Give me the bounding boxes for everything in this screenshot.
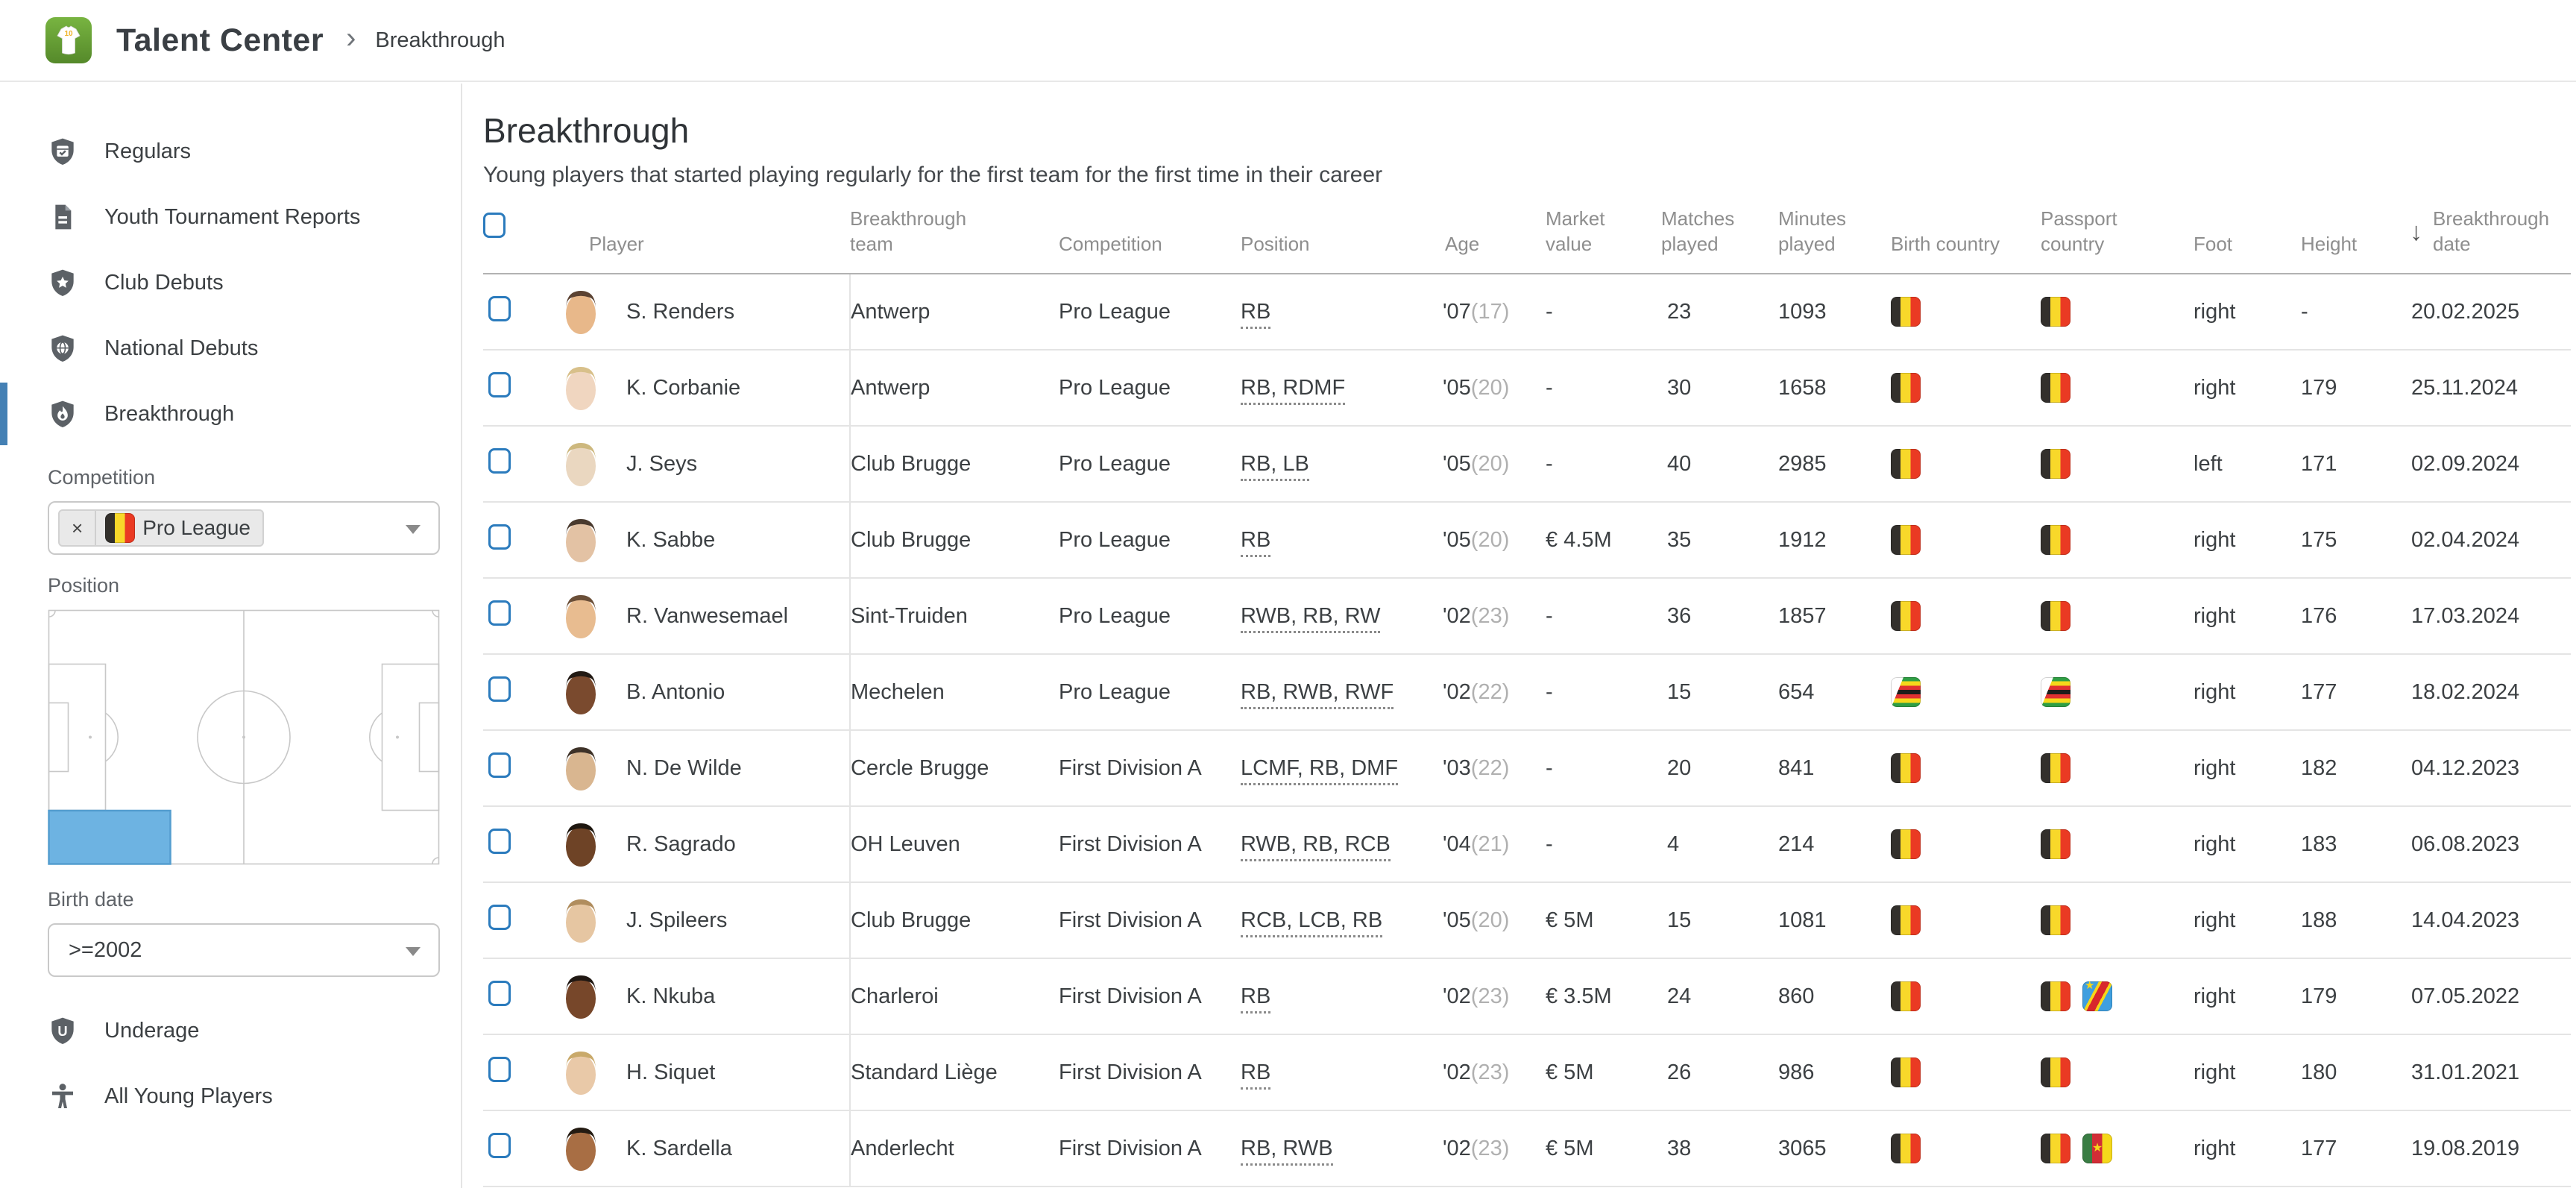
position-cell[interactable]: RB [1241,528,1270,557]
foot-cell: right [2177,958,2281,1034]
birth-country-cell [1871,958,2021,1034]
breakthrough-team-cell[interactable]: Charleroi [850,958,1044,1034]
breadcrumb-chevron-icon: › [346,21,356,54]
table-row [483,730,2571,806]
breakthrough-date-cell: 18.02.2024 [2393,654,2571,730]
player-avatar [559,894,602,946]
table-row [483,502,2571,578]
column-header-passport-country[interactable]: Passport country [2021,206,2177,274]
age-cell: '05(20) [1428,426,1532,502]
player-avatar [559,666,602,718]
document-icon [48,202,78,232]
page-title: Breakthrough [483,111,690,150]
breakthrough-date-cell: 25.11.2024 [2393,350,2571,426]
birth-country-cell [1871,1110,2021,1187]
sidebar-item-regulars[interactable] [0,119,461,184]
passport-country-cell [2021,958,2177,1034]
passport-country-cell [2021,274,2177,350]
market-value-cell: - [1532,426,1648,502]
flag-be-icon [1891,905,1921,935]
breakthrough-date-cell: 07.05.2022 [2393,958,2571,1034]
shield-u-icon [48,1016,78,1046]
competition-cell: First Division A [1044,958,1226,1034]
row-checkbox[interactable] [488,1133,511,1158]
selected-position-zone[interactable] [49,811,171,864]
table-row [483,1034,2571,1110]
row-checkbox[interactable] [488,981,511,1006]
remove-tag-icon[interactable]: × [60,511,96,545]
player-avatar [559,438,602,490]
row-checkbox[interactable] [488,524,511,550]
sidebar-item-label: All Young Players [104,1084,273,1108]
foot-cell: right [2177,1034,2281,1110]
flag-be-icon [1891,601,1921,631]
position-filter-label: Position [48,574,120,597]
competition-tag-label: Pro League [142,516,251,539]
birth-date-value: >=2002 [69,937,142,962]
passport-country-cell [2021,654,2177,730]
flag-be-icon [1891,449,1921,479]
person-icon [48,1081,78,1111]
competition-filter-label: Competition [48,466,156,488]
row-checkbox[interactable] [488,600,511,626]
competition-cell: Pro League [1044,274,1226,350]
market-value-cell: - [1532,350,1648,426]
birth-country-cell [1871,654,2021,730]
age-cell: '05(20) [1428,502,1532,578]
breakthrough-team-cell[interactable]: Antwerp [850,274,1044,350]
page-subtitle: Young players that started playing regularly for the first team for the first time in their career [483,163,1383,187]
flag-be-icon [1891,373,1921,403]
passport-country-cell [2021,730,2177,806]
column-header-position[interactable]: Position [1226,206,1428,274]
position-cell[interactable]: RB, RDMF [1241,376,1345,405]
height-cell: 175 [2281,502,2393,578]
height-cell: 179 [2281,350,2393,426]
player-name[interactable]: R. Sagrado [626,832,736,856]
height-cell: - [2281,274,2393,350]
matches-played-cell: 26 [1648,1034,1760,1110]
table-row [483,426,2571,502]
minutes-played-cell: 1857 [1760,578,1871,654]
breakthrough-date-cell: 06.08.2023 [2393,806,2571,882]
column-header-market-value[interactable]: Market value [1532,206,1648,274]
svg-text:U: U [57,1023,68,1039]
market-value-cell: € 3.5M [1532,958,1648,1034]
player-avatar [559,514,602,566]
flag-be-icon [2041,1057,2070,1087]
app-logo-jersey-icon [45,16,92,64]
birth-country-cell [1871,730,2021,806]
competition-cell: Pro League [1044,578,1226,654]
age-cell: '05(20) [1428,350,1532,426]
column-header-matches-played[interactable]: Matches played [1648,206,1760,274]
height-cell: 183 [2281,806,2393,882]
height-cell: 180 [2281,1034,2393,1110]
breakthrough-team-cell[interactable]: Sint-Truiden [850,578,1044,654]
row-checkbox[interactable] [488,372,511,397]
flag-zw-icon [1891,677,1921,707]
position-cell[interactable]: RWB, RB, RW [1241,604,1380,633]
breadcrumb[interactable]: Breakthrough [375,28,506,52]
flag-be-icon [2041,601,2070,631]
market-value-cell: € 4.5M [1532,502,1648,578]
sidebar-item-label: Regulars [104,139,192,163]
flag-be-icon [2041,373,2070,403]
market-value-cell: - [1532,274,1648,350]
foot-cell: right [2177,1110,2281,1187]
column-header-breakthrough-date[interactable]: ↓ Breakthrough date [2393,206,2571,274]
foot-cell: right [2177,730,2281,806]
table-row [483,958,2571,1034]
breakthrough-date-cell: 20.02.2025 [2393,274,2571,350]
matches-played-cell: 30 [1648,350,1760,426]
select-all-checkbox[interactable] [483,213,506,238]
flag-be-icon [2041,829,2070,859]
matches-played-cell: 24 [1648,958,1760,1034]
competition-select[interactable] [48,501,440,555]
foot-cell: right [2177,578,2281,654]
row-checkbox[interactable] [488,905,511,930]
flag-be-icon [2041,297,2070,327]
age-cell: '02(23) [1428,578,1532,654]
flag-be-icon [1891,753,1921,783]
player-name[interactable]: S. Renders [626,299,735,324]
flag-be-icon [2041,981,2070,1011]
breakthrough-team-cell[interactable]: OH Leuven [850,806,1044,882]
flag-be-icon [2041,753,2070,783]
app-title: Talent Center [116,22,324,58]
minutes-played-cell: 1093 [1760,274,1871,350]
sidebar-item-label: Breakthrough [104,401,235,426]
table-row [483,1110,2571,1187]
sidebar-item-youth-tournament-reports[interactable] [0,184,461,250]
minutes-played-cell: 654 [1760,654,1871,730]
player-name[interactable]: J. Spileers [626,908,728,932]
column-header-breakthrough-team[interactable]: Breakthrough team [850,206,1044,274]
birth-country-cell [1871,1034,2021,1110]
height-cell: 171 [2281,426,2393,502]
position-pitch-selector[interactable] [48,609,440,865]
player-avatar [559,362,602,414]
foot-cell: right [2177,806,2281,882]
age-cell: '02(22) [1428,654,1532,730]
flag-be-icon [1891,525,1921,555]
matches-played-cell: 35 [1648,502,1760,578]
player-name[interactable]: H. Siquet [626,1060,716,1084]
matches-played-cell: 15 [1648,882,1760,958]
player-avatar [559,818,602,870]
birth-date-select[interactable] [48,923,440,977]
sidebar-item-national-debuts[interactable] [0,315,461,381]
row-checkbox[interactable] [488,829,511,854]
player-avatar [559,970,602,1022]
position-cell[interactable]: RWB, RB, RCB [1241,832,1391,861]
market-value-cell: - [1532,806,1648,882]
passport-country-cell [2021,426,2177,502]
market-value-cell: - [1532,578,1648,654]
market-value-cell: € 5M [1532,1110,1648,1187]
foot-cell: right [2177,274,2281,350]
player-name[interactable]: J. Seys [626,451,698,476]
age-cell: '02(23) [1428,958,1532,1034]
column-header-foot[interactable]: Foot [2177,206,2281,274]
row-checkbox[interactable] [488,296,511,321]
breakthrough-team-cell[interactable]: Club Brugge [850,502,1044,578]
matches-played-cell: 23 [1648,274,1760,350]
height-cell: 177 [2281,654,2393,730]
breakthrough-team-cell[interactable]: Club Brugge [850,882,1044,958]
position-cell[interactable]: RB [1241,1060,1270,1090]
flag-be-icon [2041,1134,2070,1163]
breakthrough-team-cell[interactable]: Standard Liège [850,1034,1044,1110]
minutes-played-cell: 860 [1760,958,1871,1034]
market-value-cell: € 5M [1532,882,1648,958]
flag-be-icon [1891,1134,1921,1163]
height-cell: 179 [2281,958,2393,1034]
flag-be-icon [1891,829,1921,859]
birth-country-cell [1871,882,2021,958]
competition-cell: Pro League [1044,350,1226,426]
breakthrough-date-cell: 31.01.2021 [2393,1034,2571,1110]
flag-zw-icon [2041,677,2070,707]
sidebar-item-label: Youth Tournament Reports [104,204,361,229]
breakthrough-team-cell[interactable]: Mechelen [850,654,1044,730]
breakthrough-date-cell: 04.12.2023 [2393,730,2571,806]
minutes-played-cell: 986 [1760,1034,1871,1110]
age-cell: '04(21) [1428,806,1532,882]
player-avatar [559,742,602,794]
minutes-played-cell: 1912 [1760,502,1871,578]
breakthrough-date-cell: 17.03.2024 [2393,578,2571,654]
sidebar-item-underage[interactable] [0,998,461,1063]
sidebar-item-breakthrough[interactable] [0,381,461,447]
height-cell: 188 [2281,882,2393,958]
minutes-played-cell: 2985 [1760,426,1871,502]
birth-country-cell [1871,806,2021,882]
breakthrough-date-cell: 14.04.2023 [2393,882,2571,958]
age-cell: '07(17) [1428,274,1532,350]
player-name[interactable]: K. Sabbe [626,527,716,552]
competition-cell: First Division A [1044,1034,1226,1110]
sidebar-item-label: Club Debuts [104,270,224,295]
age-cell: '03(22) [1428,730,1532,806]
column-header-height[interactable]: Height [2281,206,2393,274]
birth-date-filter-label: Birth date [48,888,134,911]
position-cell[interactable]: RCB, LCB, RB [1241,908,1382,937]
matches-played-cell: 40 [1648,426,1760,502]
row-checkbox[interactable] [488,1057,511,1082]
flag-be-icon [105,513,135,543]
table-row [483,654,2571,730]
matches-played-cell: 4 [1648,806,1760,882]
column-header-minutes-played[interactable]: Minutes played [1760,206,1871,274]
sidebar-item-all-young-players[interactable] [0,1063,461,1129]
position-cell[interactable]: RB, LB [1241,452,1309,481]
chevron-down-icon[interactable] [406,947,421,956]
market-value-cell: - [1532,654,1648,730]
breakthrough-date-cell: 02.04.2024 [2393,502,2571,578]
birth-country-cell [1871,502,2021,578]
minutes-played-cell: 841 [1760,730,1871,806]
passport-country-cell [2021,502,2177,578]
breakthrough-team-cell[interactable]: Anderlecht [850,1110,1044,1187]
player-name[interactable]: K. Nkuba [626,984,716,1008]
flag-cm-icon [2082,1134,2112,1163]
table-row [483,882,2571,958]
player-avatar [559,1046,602,1099]
minutes-played-cell: 214 [1760,806,1871,882]
competition-cell: Pro League [1044,654,1226,730]
flag-be-icon [1891,1057,1921,1087]
matches-played-cell: 15 [1648,654,1760,730]
position-cell[interactable]: RB [1241,300,1270,329]
logo-number: 10 [64,30,73,38]
breakthrough-team-cell[interactable]: Antwerp [850,350,1044,426]
foot-cell: right [2177,350,2281,426]
foot-cell: right [2177,654,2281,730]
market-value-cell: € 5M [1532,1034,1648,1110]
sidebar [0,84,462,1188]
shield-flame-icon [48,399,78,429]
height-cell: 176 [2281,578,2393,654]
breakthrough-team-cell[interactable]: Club Brugge [850,426,1044,502]
breakthrough-date-cell: 02.09.2024 [2393,426,2571,502]
position-cell[interactable]: RB, RWB [1241,1137,1333,1166]
competition-cell: Pro League [1044,502,1226,578]
sidebar-item-label: National Debuts [104,336,259,360]
foot-cell: right [2177,882,2281,958]
competition-cell: First Division A [1044,1110,1226,1187]
age-cell: '02(23) [1428,1034,1532,1110]
competition-cell: First Division A [1044,730,1226,806]
minutes-played-cell: 1658 [1760,350,1871,426]
table-row [483,806,2571,882]
passport-country-cell [2021,882,2177,958]
flag-be-icon [2041,905,2070,935]
age-cell: '05(20) [1428,882,1532,958]
shield-calendar-icon [48,136,78,166]
flag-cd-icon [2082,981,2112,1011]
sidebar-item-club-debuts[interactable] [0,250,461,315]
player-name[interactable]: B. Antonio [626,679,725,704]
shield-globe-icon [48,333,78,363]
player-name[interactable]: K. Corbanie [626,375,741,400]
column-header-competition[interactable]: Competition [1044,206,1226,274]
passport-country-cell [2021,578,2177,654]
passport-country-cell [2021,806,2177,882]
competition-cell: First Division A [1044,882,1226,958]
matches-played-cell: 20 [1648,730,1760,806]
row-checkbox[interactable] [488,448,511,474]
foot-cell: left [2177,426,2281,502]
flag-be-icon [1891,297,1921,327]
main-content [462,84,2576,1188]
breakthrough-date-cell: 19.08.2019 [2393,1110,2571,1187]
market-value-cell: - [1532,730,1648,806]
birth-country-cell [1871,274,2021,350]
passport-country-cell [2021,350,2177,426]
birth-country-cell [1871,350,2021,426]
age-cell: '02(23) [1428,1110,1532,1187]
player-name[interactable]: K. Sardella [626,1136,732,1160]
sidebar-item-label: Underage [104,1018,200,1043]
position-cell[interactable]: RB, RWB, RWF [1241,680,1394,709]
row-checkbox[interactable] [488,676,511,702]
position-cell[interactable]: LCMF, RB, DMF [1241,756,1398,785]
shield-star-icon [48,268,78,298]
table-header-row [483,206,2571,274]
column-header-player[interactable]: Player [522,206,850,274]
player-avatar [559,286,602,338]
foot-cell: right [2177,502,2281,578]
players-table [483,206,2571,1187]
height-cell: 177 [2281,1110,2393,1187]
competition-tag [58,509,264,547]
row-checkbox[interactable] [488,752,511,778]
top-bar [0,0,2576,82]
passport-country-cell [2021,1110,2177,1187]
flag-be-icon [2041,449,2070,479]
height-cell: 182 [2281,730,2393,806]
competition-cell: First Division A [1044,806,1226,882]
passport-country-cell [2021,1034,2177,1110]
sort-desc-icon: ↓ [2410,218,2422,246]
column-header-birth-country[interactable]: Birth country [1871,206,2021,274]
birth-country-cell [1871,578,2021,654]
competition-cell: Pro League [1044,426,1226,502]
matches-played-cell: 38 [1648,1110,1760,1187]
table-row [483,350,2571,426]
player-name[interactable]: R. Vanwesemael [626,603,789,628]
minutes-played-cell: 1081 [1760,882,1871,958]
birth-country-cell [1871,426,2021,502]
table-row [483,578,2571,654]
flag-be-icon [1891,981,1921,1011]
minutes-played-cell: 3065 [1760,1110,1871,1187]
player-avatar [559,590,602,642]
column-header-age[interactable]: Age [1428,206,1532,274]
player-avatar [559,1122,602,1175]
position-cell[interactable]: RB [1241,984,1270,1013]
player-name[interactable]: N. De Wilde [626,755,742,780]
table-row [483,274,2571,350]
chevron-down-icon[interactable] [406,525,421,534]
flag-be-icon [2041,525,2070,555]
matches-played-cell: 36 [1648,578,1760,654]
breakthrough-team-cell[interactable]: Cercle Brugge [850,730,1044,806]
